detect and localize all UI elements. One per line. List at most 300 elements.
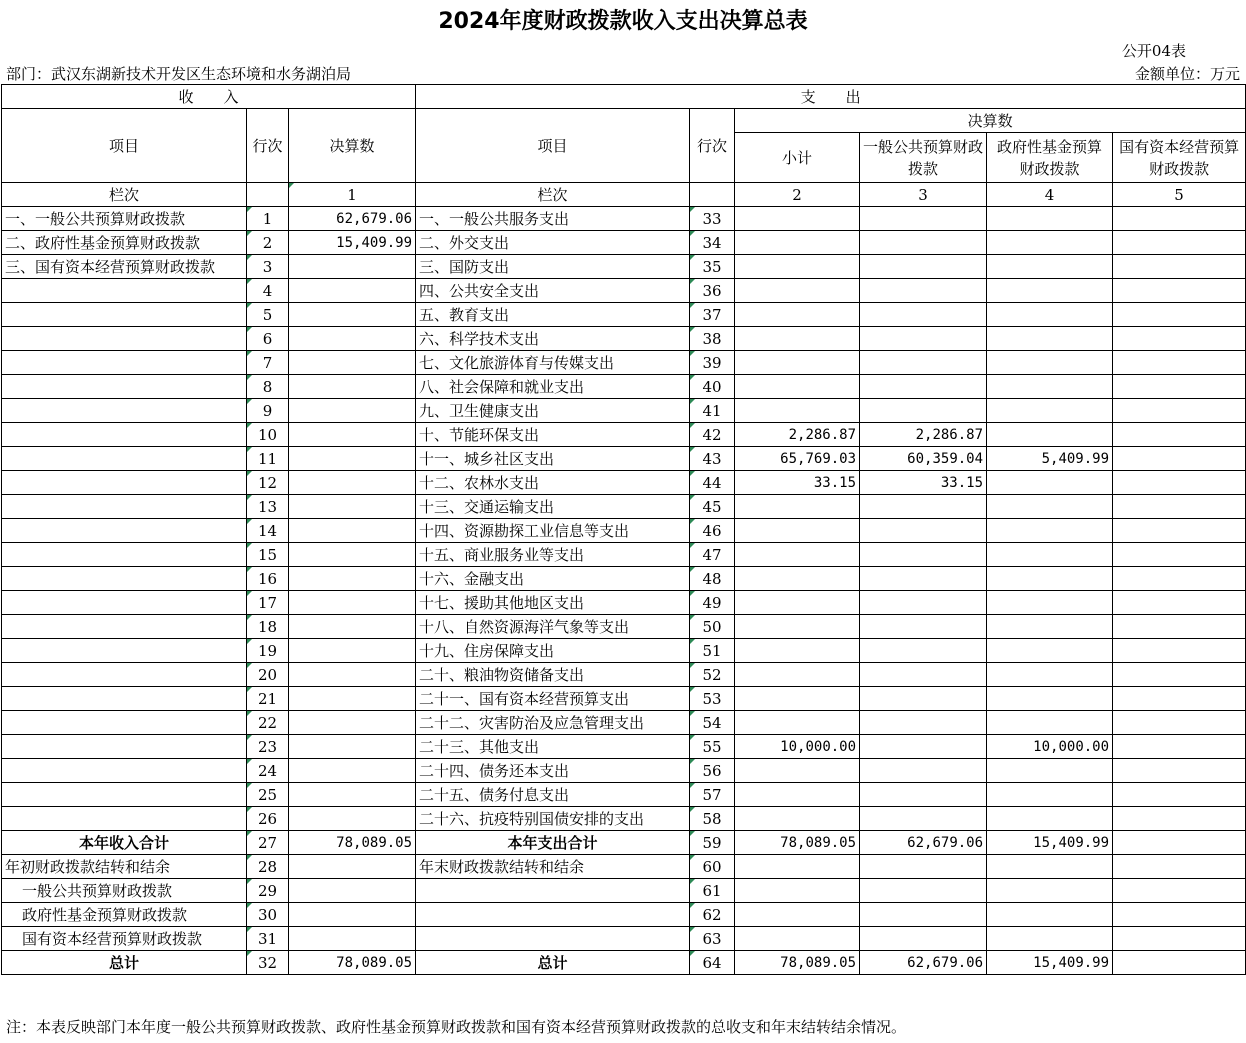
subtotal-cell: 78,089.05 bbox=[735, 951, 860, 975]
income-line-cell: 21 bbox=[247, 687, 289, 711]
fund-budget-cell bbox=[987, 543, 1113, 567]
income-amount-cell bbox=[289, 255, 416, 279]
fund-budget-cell: 5,409.99 bbox=[987, 447, 1113, 471]
state-capital-cell bbox=[1113, 351, 1246, 375]
fund-budget-cell bbox=[987, 879, 1113, 903]
general-budget-cell bbox=[860, 279, 987, 303]
expense-item-cell: 十二、农林水支出 bbox=[416, 471, 690, 495]
form-number: 公开04表 bbox=[1121, 42, 1186, 60]
income-amount-cell bbox=[289, 759, 416, 783]
expense-item-cell: 九、卫生健康支出 bbox=[416, 399, 690, 423]
general-budget-cell bbox=[860, 807, 987, 831]
fund-budget-cell bbox=[987, 279, 1113, 303]
general-budget-cell: 62,679.06 bbox=[860, 831, 987, 855]
subtotal-cell bbox=[735, 351, 860, 375]
income-item-cell bbox=[2, 375, 247, 399]
expense-item-cell bbox=[416, 879, 690, 903]
income-line-cell: 22 bbox=[247, 711, 289, 735]
carryover-row bbox=[2, 927, 1246, 951]
table-row bbox=[2, 303, 1246, 327]
income-amount-cell bbox=[289, 351, 416, 375]
expense-item-cell: 十五、商业服务业等支出 bbox=[416, 543, 690, 567]
expense-item-cell: 一、一般公共服务支出 bbox=[416, 207, 690, 231]
fund-budget-cell bbox=[987, 687, 1113, 711]
income-item-cell bbox=[2, 327, 247, 351]
income-item-cell bbox=[2, 687, 247, 711]
subtotal-cell bbox=[735, 903, 860, 927]
general-budget-cell bbox=[860, 855, 987, 879]
expense-line-cell: 51 bbox=[690, 639, 735, 663]
income-amount-cell: 15,409.99 bbox=[289, 231, 416, 255]
fund-budget-cell bbox=[987, 591, 1113, 615]
income-amount-cell bbox=[289, 687, 416, 711]
income-item-cell bbox=[2, 567, 247, 591]
expense-item-cell: 五、教育支出 bbox=[416, 303, 690, 327]
income-line-cell: 12 bbox=[247, 471, 289, 495]
income-total-label: 总计 bbox=[2, 951, 247, 975]
expense-amount-header: 决算数 bbox=[735, 109, 1246, 133]
income-item-cell bbox=[2, 351, 247, 375]
income-line-cell: 11 bbox=[247, 447, 289, 471]
fund-budget-cell bbox=[987, 495, 1113, 519]
table-row bbox=[2, 231, 1246, 255]
income-line-cell: 15 bbox=[247, 543, 289, 567]
state-capital-cell bbox=[1113, 903, 1246, 927]
general-budget-cell bbox=[860, 711, 987, 735]
subtotal-cell: 78,089.05 bbox=[735, 831, 860, 855]
income-item-cell: 一般公共预算财政拨款 bbox=[2, 879, 247, 903]
table-row bbox=[2, 735, 1246, 759]
expense-line-cell: 61 bbox=[690, 879, 735, 903]
state-capital-cell bbox=[1113, 879, 1246, 903]
expense-line-cell: 41 bbox=[690, 399, 735, 423]
expense-line-cell: 64 bbox=[690, 951, 735, 975]
department-label: 部门：武汉东湖新技术开发区生态环境和水务湖泊局 bbox=[6, 65, 352, 83]
expense-line-cell: 49 bbox=[690, 591, 735, 615]
table-row bbox=[2, 663, 1246, 687]
income-line-cell: 27 bbox=[247, 831, 289, 855]
col-label-income: 栏次 bbox=[2, 183, 247, 207]
income-total-label: 本年收入合计 bbox=[2, 831, 247, 855]
col-blank bbox=[690, 183, 735, 207]
col-number-1: 1 bbox=[289, 183, 416, 207]
table-row bbox=[2, 759, 1246, 783]
fund-budget-cell bbox=[987, 807, 1113, 831]
state-capital-cell bbox=[1113, 615, 1246, 639]
fund-budget-cell bbox=[987, 351, 1113, 375]
general-budget-cell: 33.15 bbox=[860, 471, 987, 495]
income-line-cell: 7 bbox=[247, 351, 289, 375]
income-item-cell bbox=[2, 303, 247, 327]
general-budget-cell bbox=[860, 927, 987, 951]
table-row bbox=[2, 351, 1246, 375]
general-budget-cell bbox=[860, 879, 987, 903]
state-capital-cell bbox=[1113, 927, 1246, 951]
subtotal-cell bbox=[735, 759, 860, 783]
income-amount-cell bbox=[289, 303, 416, 327]
expense-line-cell: 33 bbox=[690, 207, 735, 231]
income-amount-cell bbox=[289, 375, 416, 399]
table-row bbox=[2, 327, 1246, 351]
state-capital-cell bbox=[1113, 231, 1246, 255]
subtotal-cell: 10,000.00 bbox=[735, 735, 860, 759]
income-amount-cell bbox=[289, 783, 416, 807]
expense-line-cell: 60 bbox=[690, 855, 735, 879]
income-amount-cell bbox=[289, 711, 416, 735]
subtotal-cell bbox=[735, 519, 860, 543]
state-capital-header: 国有资本经营预算财政拨款 bbox=[1113, 133, 1246, 183]
income-line-cell: 1 bbox=[247, 207, 289, 231]
subtotal-cell bbox=[735, 495, 860, 519]
income-line-cell: 24 bbox=[247, 759, 289, 783]
subtotal-cell bbox=[735, 879, 860, 903]
state-capital-cell bbox=[1113, 375, 1246, 399]
column-header-row bbox=[2, 109, 1246, 133]
table-row bbox=[2, 567, 1246, 591]
income-amount-cell bbox=[289, 735, 416, 759]
state-capital-cell bbox=[1113, 423, 1246, 447]
state-capital-cell bbox=[1113, 759, 1246, 783]
income-amount-cell bbox=[289, 903, 416, 927]
table-row bbox=[2, 591, 1246, 615]
income-line-cell: 20 bbox=[247, 663, 289, 687]
income-item-cell bbox=[2, 495, 247, 519]
income-total-amount: 78,089.05 bbox=[289, 831, 416, 855]
expense-item-cell: 七、文化旅游体育与传媒支出 bbox=[416, 351, 690, 375]
fund-budget-cell bbox=[987, 399, 1113, 423]
subtotal-cell bbox=[735, 663, 860, 687]
fund-budget-header: 政府性基金预算财政拨款 bbox=[987, 133, 1113, 183]
income-line-cell: 26 bbox=[247, 807, 289, 831]
income-amount-cell bbox=[289, 927, 416, 951]
income-amount-cell bbox=[289, 471, 416, 495]
fund-budget-cell bbox=[987, 639, 1113, 663]
general-budget-cell bbox=[860, 255, 987, 279]
income-amount-cell bbox=[289, 663, 416, 687]
unit-label: 金额单位：万元 bbox=[1134, 65, 1240, 83]
income-amount-cell bbox=[289, 567, 416, 591]
general-budget-cell bbox=[860, 687, 987, 711]
state-capital-cell bbox=[1113, 495, 1246, 519]
table-row bbox=[2, 543, 1246, 567]
fund-budget-cell bbox=[987, 471, 1113, 495]
income-line-cell: 29 bbox=[247, 879, 289, 903]
income-item-cell bbox=[2, 543, 247, 567]
state-capital-cell bbox=[1113, 783, 1246, 807]
income-item-cell: 一、一般公共预算财政拨款 bbox=[2, 207, 247, 231]
table-row bbox=[2, 423, 1246, 447]
fund-budget-cell bbox=[987, 903, 1113, 927]
table-row bbox=[2, 711, 1246, 735]
income-item-cell bbox=[2, 639, 247, 663]
table-row bbox=[2, 375, 1246, 399]
income-amount-cell bbox=[289, 399, 416, 423]
expense-item-cell: 二十一、国有资本经营预算支出 bbox=[416, 687, 690, 711]
state-capital-cell bbox=[1113, 663, 1246, 687]
subtotal-cell bbox=[735, 567, 860, 591]
income-line-cell: 2 bbox=[247, 231, 289, 255]
fund-budget-cell bbox=[987, 567, 1113, 591]
col-number-2: 2 bbox=[735, 183, 860, 207]
expense-line-cell: 44 bbox=[690, 471, 735, 495]
income-item-cell bbox=[2, 807, 247, 831]
income-amount-cell bbox=[289, 279, 416, 303]
state-capital-cell bbox=[1113, 327, 1246, 351]
expense-line-cell: 57 bbox=[690, 783, 735, 807]
col-number-4: 4 bbox=[987, 183, 1113, 207]
fund-budget-cell: 10,000.00 bbox=[987, 735, 1113, 759]
table-row bbox=[2, 279, 1246, 303]
state-capital-cell bbox=[1113, 807, 1246, 831]
income-amount-cell bbox=[289, 807, 416, 831]
carryover-row bbox=[2, 855, 1246, 879]
income-item-cell bbox=[2, 423, 247, 447]
expense-line-cell: 47 bbox=[690, 543, 735, 567]
income-item-cell bbox=[2, 399, 247, 423]
income-item-cell bbox=[2, 711, 247, 735]
income-header: 收 入 bbox=[2, 85, 416, 109]
expense-item-cell: 四、公共安全支出 bbox=[416, 279, 690, 303]
total-row bbox=[2, 831, 1246, 855]
income-line-cell: 30 bbox=[247, 903, 289, 927]
income-line-cell: 13 bbox=[247, 495, 289, 519]
col-blank bbox=[247, 183, 289, 207]
fund-budget-cell bbox=[987, 927, 1113, 951]
income-line-cell: 32 bbox=[247, 951, 289, 975]
income-item-cell bbox=[2, 591, 247, 615]
income-line-cell: 3 bbox=[247, 255, 289, 279]
expense-total-label: 本年支出合计 bbox=[416, 831, 690, 855]
state-capital-cell bbox=[1113, 735, 1246, 759]
income-line-cell: 5 bbox=[247, 303, 289, 327]
expense-item-cell: 十四、资源勘探工业信息等支出 bbox=[416, 519, 690, 543]
expense-total-label: 总计 bbox=[416, 951, 690, 975]
income-line-cell: 6 bbox=[247, 327, 289, 351]
section-header-row bbox=[2, 85, 1246, 109]
expense-line-cell: 52 bbox=[690, 663, 735, 687]
income-amount-cell bbox=[289, 519, 416, 543]
general-budget-cell bbox=[860, 903, 987, 927]
expense-line-cell: 37 bbox=[690, 303, 735, 327]
fund-budget-cell bbox=[987, 783, 1113, 807]
expense-line-cell: 45 bbox=[690, 495, 735, 519]
expense-line-cell: 54 bbox=[690, 711, 735, 735]
fund-budget-cell: 15,409.99 bbox=[987, 951, 1113, 975]
income-item-cell: 政府性基金预算财政拨款 bbox=[2, 903, 247, 927]
expense-line-cell: 58 bbox=[690, 807, 735, 831]
expense-line-cell: 35 bbox=[690, 255, 735, 279]
expense-line-cell: 59 bbox=[690, 831, 735, 855]
subtotal-cell bbox=[735, 279, 860, 303]
expense-line-cell: 34 bbox=[690, 231, 735, 255]
income-amount-cell bbox=[289, 423, 416, 447]
subtotal-cell bbox=[735, 807, 860, 831]
expense-line-cell: 48 bbox=[690, 567, 735, 591]
state-capital-cell bbox=[1113, 591, 1246, 615]
income-line-header: 行次 bbox=[247, 109, 289, 183]
income-line-cell: 31 bbox=[247, 927, 289, 951]
page-title: 2024年度财政拨款收入支出决算总表 bbox=[438, 9, 808, 34]
fund-budget-cell bbox=[987, 303, 1113, 327]
income-amount-cell bbox=[289, 879, 416, 903]
general-budget-cell bbox=[860, 567, 987, 591]
fund-budget-cell bbox=[987, 255, 1113, 279]
general-budget-cell bbox=[860, 735, 987, 759]
income-amount-header: 决算数 bbox=[289, 109, 416, 183]
carryover-row bbox=[2, 903, 1246, 927]
expense-item-cell: 二十三、其他支出 bbox=[416, 735, 690, 759]
income-line-cell: 10 bbox=[247, 423, 289, 447]
table-row bbox=[2, 495, 1246, 519]
expense-item-cell: 八、社会保障和就业支出 bbox=[416, 375, 690, 399]
income-amount-cell bbox=[289, 447, 416, 471]
expense-item-cell: 十九、住房保障支出 bbox=[416, 639, 690, 663]
income-amount-cell: 62,679.06 bbox=[289, 207, 416, 231]
income-amount-cell bbox=[289, 639, 416, 663]
income-item-cell bbox=[2, 471, 247, 495]
expense-item-cell: 二十二、灾害防治及应急管理支出 bbox=[416, 711, 690, 735]
carryover-row bbox=[2, 879, 1246, 903]
general-budget-cell bbox=[860, 783, 987, 807]
expense-item-cell: 二十六、抗疫特别国债安排的支出 bbox=[416, 807, 690, 831]
col-number-3: 3 bbox=[860, 183, 987, 207]
income-line-cell: 23 bbox=[247, 735, 289, 759]
expense-item-cell: 十八、自然资源海洋气象等支出 bbox=[416, 615, 690, 639]
income-item-cell: 二、政府性基金预算财政拨款 bbox=[2, 231, 247, 255]
expense-line-cell: 38 bbox=[690, 327, 735, 351]
table-row bbox=[2, 447, 1246, 471]
subtotal-cell bbox=[735, 399, 860, 423]
expense-line-cell: 53 bbox=[690, 687, 735, 711]
fund-budget-cell bbox=[987, 663, 1113, 687]
income-item-cell bbox=[2, 615, 247, 639]
state-capital-cell bbox=[1113, 687, 1246, 711]
subtotal-cell bbox=[735, 591, 860, 615]
income-item-cell: 年初财政拨款结转和结余 bbox=[2, 855, 247, 879]
expense-line-header: 行次 bbox=[690, 109, 735, 183]
income-amount-cell bbox=[289, 327, 416, 351]
subtotal-cell bbox=[735, 783, 860, 807]
general-budget-cell bbox=[860, 231, 987, 255]
fund-budget-cell bbox=[987, 375, 1113, 399]
general-budget-cell bbox=[860, 543, 987, 567]
subtotal-cell bbox=[735, 327, 860, 351]
state-capital-cell bbox=[1113, 399, 1246, 423]
grand-total-row bbox=[2, 951, 1246, 975]
table-row bbox=[2, 807, 1246, 831]
fund-budget-cell bbox=[987, 231, 1113, 255]
income-line-cell: 25 bbox=[247, 783, 289, 807]
state-capital-cell bbox=[1113, 951, 1246, 975]
fund-budget-cell bbox=[987, 855, 1113, 879]
subtotal-cell bbox=[735, 687, 860, 711]
expense-item-cell: 十、节能环保支出 bbox=[416, 423, 690, 447]
general-budget-cell bbox=[860, 351, 987, 375]
general-budget-cell bbox=[860, 615, 987, 639]
expense-line-cell: 40 bbox=[690, 375, 735, 399]
subtotal-cell bbox=[735, 207, 860, 231]
expense-header: 支 出 bbox=[416, 85, 1246, 109]
expense-line-cell: 39 bbox=[690, 351, 735, 375]
income-item-cell bbox=[2, 735, 247, 759]
general-budget-cell bbox=[860, 639, 987, 663]
income-amount-cell bbox=[289, 855, 416, 879]
table-row bbox=[2, 615, 1246, 639]
income-line-cell: 9 bbox=[247, 399, 289, 423]
state-capital-cell bbox=[1113, 447, 1246, 471]
expense-item-cell: 六、科学技术支出 bbox=[416, 327, 690, 351]
expense-line-cell: 62 bbox=[690, 903, 735, 927]
expense-line-cell: 42 bbox=[690, 423, 735, 447]
fund-budget-cell bbox=[987, 207, 1113, 231]
state-capital-cell bbox=[1113, 303, 1246, 327]
subtotal-cell bbox=[735, 543, 860, 567]
subtotal-cell: 33.15 bbox=[735, 471, 860, 495]
subtotal-cell bbox=[735, 615, 860, 639]
state-capital-cell bbox=[1113, 519, 1246, 543]
general-budget-cell bbox=[860, 663, 987, 687]
income-amount-cell bbox=[289, 615, 416, 639]
income-amount-cell bbox=[289, 591, 416, 615]
state-capital-cell bbox=[1113, 207, 1246, 231]
expense-item-cell: 二十、粮油物资储备支出 bbox=[416, 663, 690, 687]
expense-line-cell: 56 bbox=[690, 759, 735, 783]
table-row bbox=[2, 639, 1246, 663]
subtotal-cell bbox=[735, 711, 860, 735]
expense-line-cell: 50 bbox=[690, 615, 735, 639]
expense-line-cell: 55 bbox=[690, 735, 735, 759]
subtotal-cell bbox=[735, 927, 860, 951]
general-budget-cell bbox=[860, 399, 987, 423]
column-number-row bbox=[2, 183, 1246, 207]
income-item-cell bbox=[2, 759, 247, 783]
income-line-cell: 16 bbox=[247, 567, 289, 591]
general-budget-cell: 60,359.04 bbox=[860, 447, 987, 471]
expense-item-cell: 十三、交通运输支出 bbox=[416, 495, 690, 519]
general-budget-cell bbox=[860, 375, 987, 399]
income-line-cell: 19 bbox=[247, 639, 289, 663]
income-item-cell bbox=[2, 663, 247, 687]
expense-item-cell: 十七、援助其他地区支出 bbox=[416, 591, 690, 615]
income-item-cell: 国有资本经营预算财政拨款 bbox=[2, 927, 247, 951]
general-budget-cell bbox=[860, 303, 987, 327]
expense-item-header: 项目 bbox=[416, 109, 690, 183]
income-item-cell bbox=[2, 783, 247, 807]
income-line-cell: 18 bbox=[247, 615, 289, 639]
income-line-cell: 4 bbox=[247, 279, 289, 303]
expense-line-cell: 46 bbox=[690, 519, 735, 543]
subtotal-cell bbox=[735, 255, 860, 279]
income-item-cell: 三、国有资本经营预算财政拨款 bbox=[2, 255, 247, 279]
subtotal-cell bbox=[735, 303, 860, 327]
expense-item-cell: 十六、金融支出 bbox=[416, 567, 690, 591]
fund-budget-cell bbox=[987, 423, 1113, 447]
table-row bbox=[2, 687, 1246, 711]
col-number-5: 5 bbox=[1113, 183, 1246, 207]
expense-item-cell: 十一、城乡社区支出 bbox=[416, 447, 690, 471]
general-budget-cell: 62,679.06 bbox=[860, 951, 987, 975]
subtotal-cell bbox=[735, 375, 860, 399]
expense-item-cell: 二、外交支出 bbox=[416, 231, 690, 255]
state-capital-cell bbox=[1113, 639, 1246, 663]
income-item-cell bbox=[2, 519, 247, 543]
income-total-amount: 78,089.05 bbox=[289, 951, 416, 975]
expense-item-cell: 二十四、债务还本支出 bbox=[416, 759, 690, 783]
expense-line-cell: 63 bbox=[690, 927, 735, 951]
fund-budget-cell bbox=[987, 759, 1113, 783]
fund-budget-cell bbox=[987, 327, 1113, 351]
state-capital-cell bbox=[1113, 831, 1246, 855]
